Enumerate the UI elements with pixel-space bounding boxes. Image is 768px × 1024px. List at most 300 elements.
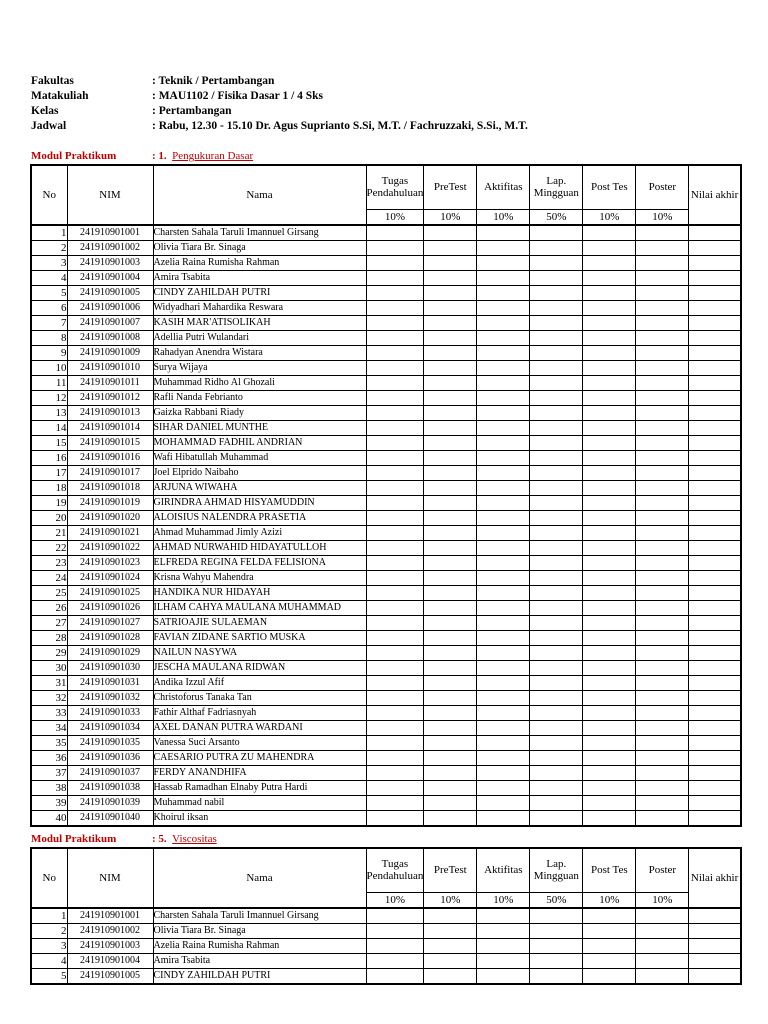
score-nilai[interactable] [689,315,741,330]
score-poster[interactable] [636,345,689,360]
score-posttes[interactable] [583,300,636,315]
score-tugas[interactable] [366,525,424,540]
score-lap[interactable] [530,315,583,330]
score-nilai[interactable] [689,630,741,645]
score-lap[interactable] [530,645,583,660]
score-tugas[interactable] [366,600,424,615]
score-aktifitas[interactable] [477,285,530,300]
score-tugas[interactable] [366,270,424,285]
score-tugas[interactable] [366,585,424,600]
score-posttes[interactable] [583,435,636,450]
score-lap[interactable] [530,923,583,938]
score-aktifitas[interactable] [477,570,530,585]
score-tugas[interactable] [366,300,424,315]
score-posttes[interactable] [583,225,636,241]
score-posttes[interactable] [583,720,636,735]
score-poster[interactable] [636,645,689,660]
score-nilai[interactable] [689,720,741,735]
score-tugas[interactable] [366,540,424,555]
score-pretest[interactable] [424,615,477,630]
score-nilai[interactable] [689,810,741,826]
score-lap[interactable] [530,615,583,630]
score-tugas[interactable] [366,765,424,780]
score-lap[interactable] [530,938,583,953]
score-lap[interactable] [530,405,583,420]
score-pretest[interactable] [424,953,477,968]
score-tugas[interactable] [366,705,424,720]
score-posttes[interactable] [583,938,636,953]
score-posttes[interactable] [583,630,636,645]
score-posttes[interactable] [583,735,636,750]
score-nilai[interactable] [689,660,741,675]
score-nilai[interactable] [689,465,741,480]
score-lap[interactable] [530,705,583,720]
score-lap[interactable] [530,675,583,690]
score-tugas[interactable] [366,495,424,510]
score-aktifitas[interactable] [477,675,530,690]
score-tugas[interactable] [366,375,424,390]
score-aktifitas[interactable] [477,465,530,480]
score-poster[interactable] [636,660,689,675]
score-tugas[interactable] [366,285,424,300]
score-aktifitas[interactable] [477,405,530,420]
score-tugas[interactable] [366,255,424,270]
score-poster[interactable] [636,435,689,450]
score-nilai[interactable] [689,255,741,270]
score-poster[interactable] [636,968,689,984]
score-posttes[interactable] [583,255,636,270]
score-poster[interactable] [636,285,689,300]
score-posttes[interactable] [583,555,636,570]
score-tugas[interactable] [366,953,424,968]
score-aktifitas[interactable] [477,435,530,450]
score-lap[interactable] [530,750,583,765]
score-posttes[interactable] [583,525,636,540]
score-lap[interactable] [530,270,583,285]
score-aktifitas[interactable] [477,480,530,495]
score-pretest[interactable] [424,375,477,390]
score-poster[interactable] [636,630,689,645]
score-tugas[interactable] [366,735,424,750]
score-pretest[interactable] [424,330,477,345]
score-lap[interactable] [530,225,583,241]
score-aktifitas[interactable] [477,270,530,285]
score-tugas[interactable] [366,968,424,984]
score-pretest[interactable] [424,270,477,285]
score-poster[interactable] [636,255,689,270]
score-lap[interactable] [530,525,583,540]
score-tugas[interactable] [366,435,424,450]
score-lap[interactable] [530,390,583,405]
score-tugas[interactable] [366,720,424,735]
score-pretest[interactable] [424,765,477,780]
score-pretest[interactable] [424,923,477,938]
score-aktifitas[interactable] [477,360,530,375]
score-aktifitas[interactable] [477,375,530,390]
score-lap[interactable] [530,600,583,615]
score-poster[interactable] [636,405,689,420]
score-lap[interactable] [530,465,583,480]
score-nilai[interactable] [689,750,741,765]
score-poster[interactable] [636,780,689,795]
score-nilai[interactable] [689,285,741,300]
score-lap[interactable] [530,720,583,735]
score-poster[interactable] [636,810,689,826]
score-nilai[interactable] [689,300,741,315]
score-poster[interactable] [636,923,689,938]
score-aktifitas[interactable] [477,953,530,968]
score-pretest[interactable] [424,345,477,360]
score-nilai[interactable] [689,375,741,390]
score-posttes[interactable] [583,585,636,600]
score-lap[interactable] [530,630,583,645]
score-lap[interactable] [530,690,583,705]
score-aktifitas[interactable] [477,225,530,241]
score-tugas[interactable] [366,315,424,330]
score-nilai[interactable] [689,615,741,630]
score-poster[interactable] [636,720,689,735]
score-pretest[interactable] [424,525,477,540]
score-lap[interactable] [530,360,583,375]
score-poster[interactable] [636,690,689,705]
score-posttes[interactable] [583,330,636,345]
score-poster[interactable] [636,450,689,465]
score-lap[interactable] [530,495,583,510]
score-aktifitas[interactable] [477,645,530,660]
score-posttes[interactable] [583,570,636,585]
score-poster[interactable] [636,420,689,435]
score-pretest[interactable] [424,938,477,953]
score-pretest[interactable] [424,255,477,270]
score-tugas[interactable] [366,908,424,924]
score-nilai[interactable] [689,450,741,465]
score-nilai[interactable] [689,600,741,615]
score-posttes[interactable] [583,390,636,405]
score-lap[interactable] [530,968,583,984]
score-nilai[interactable] [689,510,741,525]
score-aktifitas[interactable] [477,690,530,705]
score-aktifitas[interactable] [477,255,530,270]
score-posttes[interactable] [583,780,636,795]
score-pretest[interactable] [424,968,477,984]
score-tugas[interactable] [366,570,424,585]
score-poster[interactable] [636,300,689,315]
score-pretest[interactable] [424,300,477,315]
score-aktifitas[interactable] [477,750,530,765]
score-lap[interactable] [530,330,583,345]
score-pretest[interactable] [424,690,477,705]
score-posttes[interactable] [583,375,636,390]
score-aktifitas[interactable] [477,735,530,750]
score-lap[interactable] [530,450,583,465]
score-aktifitas[interactable] [477,938,530,953]
score-nilai[interactable] [689,270,741,285]
score-aktifitas[interactable] [477,510,530,525]
score-nilai[interactable] [689,675,741,690]
score-aktifitas[interactable] [477,600,530,615]
score-nilai[interactable] [689,690,741,705]
score-posttes[interactable] [583,953,636,968]
score-aktifitas[interactable] [477,630,530,645]
score-poster[interactable] [636,735,689,750]
score-aktifitas[interactable] [477,585,530,600]
score-poster[interactable] [636,765,689,780]
score-aktifitas[interactable] [477,780,530,795]
score-nilai[interactable] [689,585,741,600]
score-lap[interactable] [530,285,583,300]
score-posttes[interactable] [583,465,636,480]
score-posttes[interactable] [583,540,636,555]
score-tugas[interactable] [366,330,424,345]
score-pretest[interactable] [424,810,477,826]
score-posttes[interactable] [583,360,636,375]
score-nilai[interactable] [689,555,741,570]
score-posttes[interactable] [583,315,636,330]
score-pretest[interactable] [424,480,477,495]
score-poster[interactable] [636,315,689,330]
score-poster[interactable] [636,938,689,953]
score-nilai[interactable] [689,908,741,924]
score-tugas[interactable] [366,938,424,953]
score-poster[interactable] [636,510,689,525]
score-aktifitas[interactable] [477,908,530,924]
score-pretest[interactable] [424,735,477,750]
score-lap[interactable] [530,255,583,270]
score-lap[interactable] [530,585,583,600]
score-lap[interactable] [530,810,583,826]
score-pretest[interactable] [424,435,477,450]
score-tugas[interactable] [366,795,424,810]
score-poster[interactable] [636,570,689,585]
score-nilai[interactable] [689,390,741,405]
score-lap[interactable] [530,735,583,750]
score-pretest[interactable] [424,315,477,330]
score-pretest[interactable] [424,750,477,765]
score-nilai[interactable] [689,968,741,984]
score-tugas[interactable] [366,750,424,765]
score-tugas[interactable] [366,645,424,660]
score-pretest[interactable] [424,780,477,795]
score-lap[interactable] [530,435,583,450]
score-poster[interactable] [636,555,689,570]
score-poster[interactable] [636,375,689,390]
score-poster[interactable] [636,480,689,495]
score-aktifitas[interactable] [477,968,530,984]
score-lap[interactable] [530,780,583,795]
score-nilai[interactable] [689,705,741,720]
score-aktifitas[interactable] [477,705,530,720]
score-tugas[interactable] [366,480,424,495]
score-aktifitas[interactable] [477,345,530,360]
score-pretest[interactable] [424,645,477,660]
score-pretest[interactable] [424,360,477,375]
score-pretest[interactable] [424,420,477,435]
score-tugas[interactable] [366,630,424,645]
score-poster[interactable] [636,330,689,345]
score-lap[interactable] [530,908,583,924]
score-lap[interactable] [530,480,583,495]
score-lap[interactable] [530,795,583,810]
score-lap[interactable] [530,375,583,390]
score-poster[interactable] [636,795,689,810]
score-aktifitas[interactable] [477,810,530,826]
score-aktifitas[interactable] [477,300,530,315]
score-lap[interactable] [530,300,583,315]
score-lap[interactable] [530,240,583,255]
score-posttes[interactable] [583,495,636,510]
score-nilai[interactable] [689,645,741,660]
score-pretest[interactable] [424,630,477,645]
score-posttes[interactable] [583,615,636,630]
score-nilai[interactable] [689,765,741,780]
score-tugas[interactable] [366,510,424,525]
score-posttes[interactable] [583,675,636,690]
score-pretest[interactable] [424,585,477,600]
score-posttes[interactable] [583,345,636,360]
score-pretest[interactable] [424,495,477,510]
score-pretest[interactable] [424,540,477,555]
score-poster[interactable] [636,600,689,615]
score-nilai[interactable] [689,938,741,953]
score-tugas[interactable] [366,675,424,690]
score-tugas[interactable] [366,405,424,420]
score-poster[interactable] [636,270,689,285]
score-posttes[interactable] [583,285,636,300]
score-poster[interactable] [636,750,689,765]
score-nilai[interactable] [689,495,741,510]
score-poster[interactable] [636,540,689,555]
score-tugas[interactable] [366,450,424,465]
score-lap[interactable] [530,765,583,780]
score-tugas[interactable] [366,360,424,375]
score-pretest[interactable] [424,908,477,924]
score-poster[interactable] [636,360,689,375]
score-nilai[interactable] [689,570,741,585]
score-pretest[interactable] [424,450,477,465]
score-posttes[interactable] [583,810,636,826]
score-aktifitas[interactable] [477,315,530,330]
score-aktifitas[interactable] [477,495,530,510]
score-nilai[interactable] [689,225,741,241]
score-aktifitas[interactable] [477,525,530,540]
score-nilai[interactable] [689,795,741,810]
score-tugas[interactable] [366,420,424,435]
score-tugas[interactable] [366,615,424,630]
score-lap[interactable] [530,570,583,585]
score-posttes[interactable] [583,908,636,924]
score-lap[interactable] [530,555,583,570]
score-posttes[interactable] [583,750,636,765]
score-tugas[interactable] [366,390,424,405]
score-pretest[interactable] [424,675,477,690]
score-tugas[interactable] [366,660,424,675]
score-pretest[interactable] [424,240,477,255]
score-posttes[interactable] [583,405,636,420]
score-poster[interactable] [636,465,689,480]
score-aktifitas[interactable] [477,330,530,345]
score-pretest[interactable] [424,465,477,480]
score-aktifitas[interactable] [477,390,530,405]
score-pretest[interactable] [424,390,477,405]
score-nilai[interactable] [689,420,741,435]
score-pretest[interactable] [424,570,477,585]
score-poster[interactable] [636,225,689,241]
score-pretest[interactable] [424,285,477,300]
score-posttes[interactable] [583,270,636,285]
score-pretest[interactable] [424,795,477,810]
score-aktifitas[interactable] [477,420,530,435]
score-pretest[interactable] [424,225,477,241]
score-pretest[interactable] [424,510,477,525]
score-tugas[interactable] [366,240,424,255]
score-poster[interactable] [636,675,689,690]
score-posttes[interactable] [583,600,636,615]
score-poster[interactable] [636,525,689,540]
score-posttes[interactable] [583,795,636,810]
score-posttes[interactable] [583,240,636,255]
score-tugas[interactable] [366,810,424,826]
score-lap[interactable] [530,540,583,555]
score-poster[interactable] [636,390,689,405]
score-poster[interactable] [636,495,689,510]
score-lap[interactable] [530,420,583,435]
score-aktifitas[interactable] [477,660,530,675]
score-tugas[interactable] [366,465,424,480]
score-posttes[interactable] [583,923,636,938]
score-tugas[interactable] [366,555,424,570]
score-posttes[interactable] [583,690,636,705]
score-aktifitas[interactable] [477,555,530,570]
score-nilai[interactable] [689,405,741,420]
score-posttes[interactable] [583,645,636,660]
score-pretest[interactable] [424,705,477,720]
score-nilai[interactable] [689,240,741,255]
score-lap[interactable] [530,510,583,525]
score-nilai[interactable] [689,780,741,795]
score-poster[interactable] [636,953,689,968]
score-nilai[interactable] [689,923,741,938]
score-pretest[interactable] [424,660,477,675]
score-lap[interactable] [530,345,583,360]
score-posttes[interactable] [583,968,636,984]
score-aktifitas[interactable] [477,540,530,555]
score-nilai[interactable] [689,735,741,750]
score-aktifitas[interactable] [477,795,530,810]
score-nilai[interactable] [689,330,741,345]
score-nilai[interactable] [689,480,741,495]
score-posttes[interactable] [583,450,636,465]
score-nilai[interactable] [689,345,741,360]
score-nilai[interactable] [689,953,741,968]
score-aktifitas[interactable] [477,615,530,630]
score-lap[interactable] [530,953,583,968]
score-aktifitas[interactable] [477,240,530,255]
score-pretest[interactable] [424,600,477,615]
score-lap[interactable] [530,660,583,675]
score-posttes[interactable] [583,705,636,720]
score-poster[interactable] [636,705,689,720]
score-aktifitas[interactable] [477,923,530,938]
score-poster[interactable] [636,615,689,630]
score-nilai[interactable] [689,525,741,540]
score-aktifitas[interactable] [477,765,530,780]
score-pretest[interactable] [424,405,477,420]
score-nilai[interactable] [689,360,741,375]
score-posttes[interactable] [583,660,636,675]
score-pretest[interactable] [424,555,477,570]
score-poster[interactable] [636,585,689,600]
score-posttes[interactable] [583,765,636,780]
